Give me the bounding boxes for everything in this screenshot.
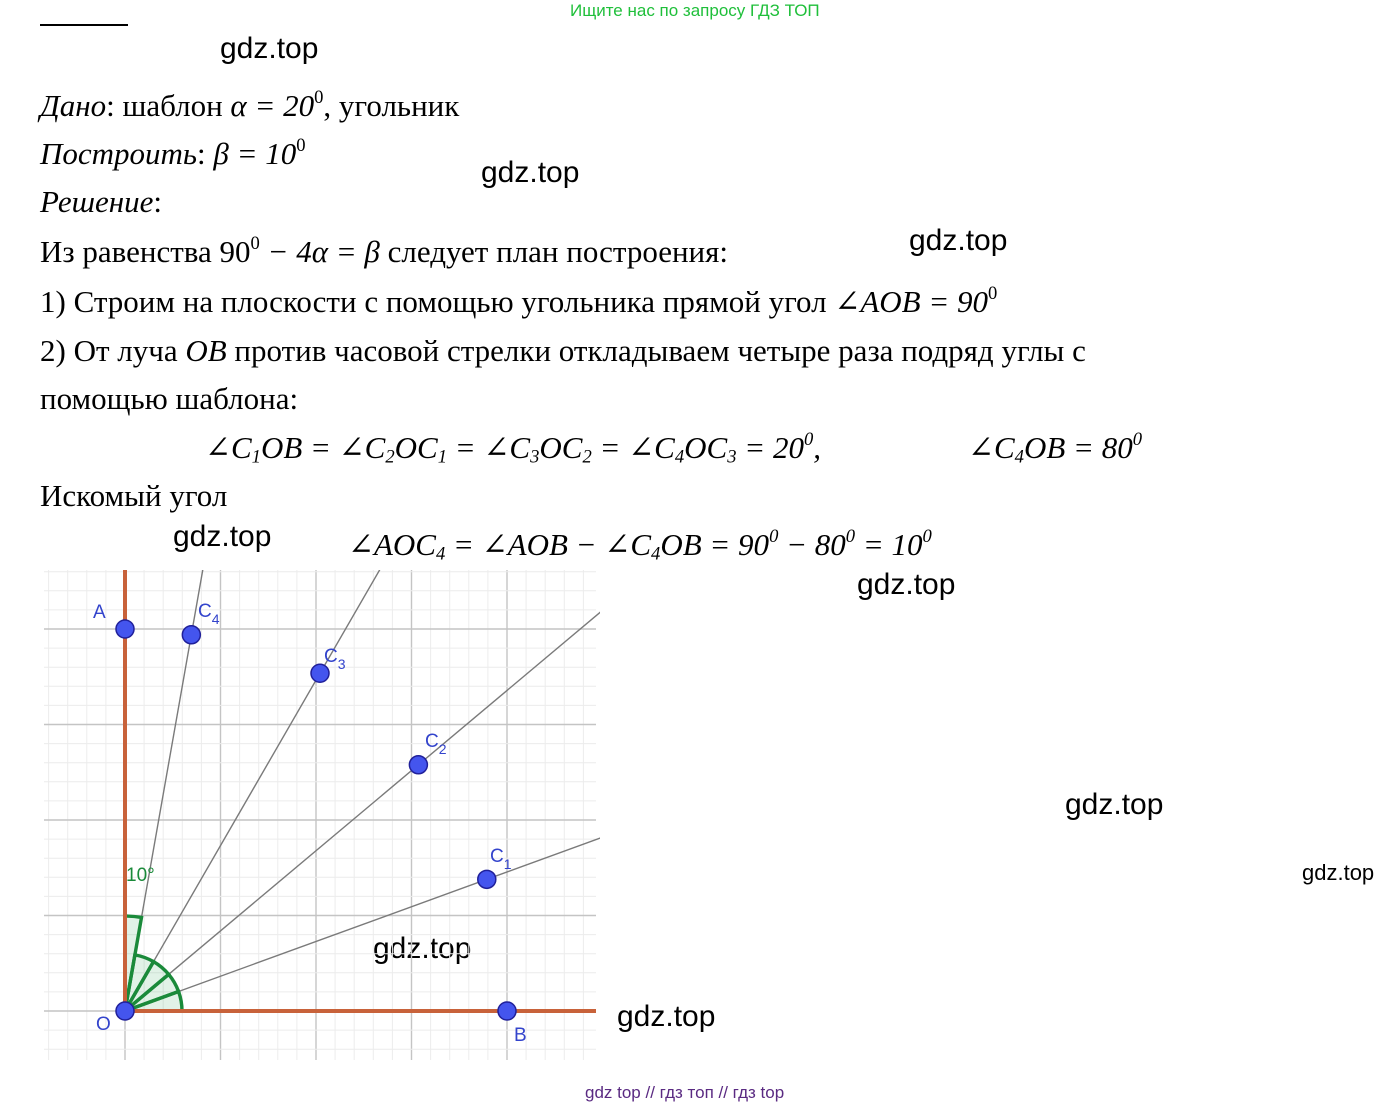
watermark: gdz.top	[220, 32, 319, 65]
angle-arcs	[125, 916, 182, 1011]
point-o	[116, 1002, 134, 1020]
point-a	[116, 620, 134, 638]
construct-label: Построить	[40, 136, 198, 171]
given-alpha: α = 20	[230, 88, 315, 123]
step-2-cont: помощью шаблона:	[40, 381, 299, 416]
watermark: gdz.top	[857, 568, 956, 601]
c4ob-formula: $\angle C_4OB = 80^0$	[968, 428, 1142, 468]
point-label-o: O	[96, 1014, 111, 1035]
construct-line: Построить: $\beta = 10^0$	[40, 134, 306, 171]
watermark: gdz.top	[481, 156, 580, 189]
point-c1	[478, 870, 496, 888]
construction-figure	[40, 570, 600, 1062]
point-label-c3: $C_3$	[324, 646, 346, 672]
solution-label: Решение	[40, 184, 154, 219]
point-label-a: A	[93, 602, 106, 623]
point-b	[498, 1002, 516, 1020]
result-formula: $\angle AOC_4$ = ∠AOB − $\angle C_4OB = 90^0 - 80^0 = 10^0$	[348, 525, 932, 565]
point-label-b: B	[514, 1025, 527, 1046]
step-1: 1) Строим на плоскости с помощью угольника прямой угол ∠AOB = $90^0$	[40, 282, 998, 319]
construct-beta: β = 10	[213, 136, 297, 171]
given-line: Дано: шаблон $\alpha = 20^0$, угольник	[40, 86, 460, 123]
watermark: gdz.top	[1302, 860, 1375, 885]
watermark: gdz.top	[373, 932, 472, 965]
plan-line: Из равенства $90^0 - 4\alpha = \beta$ следует план построения:	[40, 232, 729, 269]
given-label: Дано	[40, 88, 107, 123]
top-search-note: Ищите нас по запросу ГДЗ ТОП	[570, 1, 820, 20]
result-label: Искомый угол	[40, 478, 228, 513]
watermark: gdz.top	[617, 1000, 716, 1033]
point-label-c4: $C_4$	[198, 601, 220, 627]
ray-oc1	[125, 703, 600, 1011]
point-c4	[182, 626, 200, 644]
step-2: 2) От луча OB против часовой стрелки откладываем четыре раза подряд углы с	[40, 333, 1086, 368]
watermark: gdz.top	[909, 224, 1008, 257]
watermark: gdz.top	[1065, 788, 1164, 821]
point-label-c1: $C_1$	[490, 846, 512, 872]
point-c2	[409, 756, 427, 774]
angle-label-10: 10°	[126, 865, 155, 886]
point-label-c2: $C_2$	[425, 731, 447, 757]
top-rule	[40, 24, 128, 26]
footer-links: gdz top // гдз топ // гдз top	[585, 1083, 785, 1102]
solution-line: Решение:	[40, 184, 162, 219]
watermark: gdz.top	[173, 520, 272, 553]
angles-formula: $\angle C_1OB$ = $\angle C_2OC_1$ = $\angle C_3OC_2$ = $\angle C_4OC_3 = 20^0$,	[205, 428, 821, 468]
